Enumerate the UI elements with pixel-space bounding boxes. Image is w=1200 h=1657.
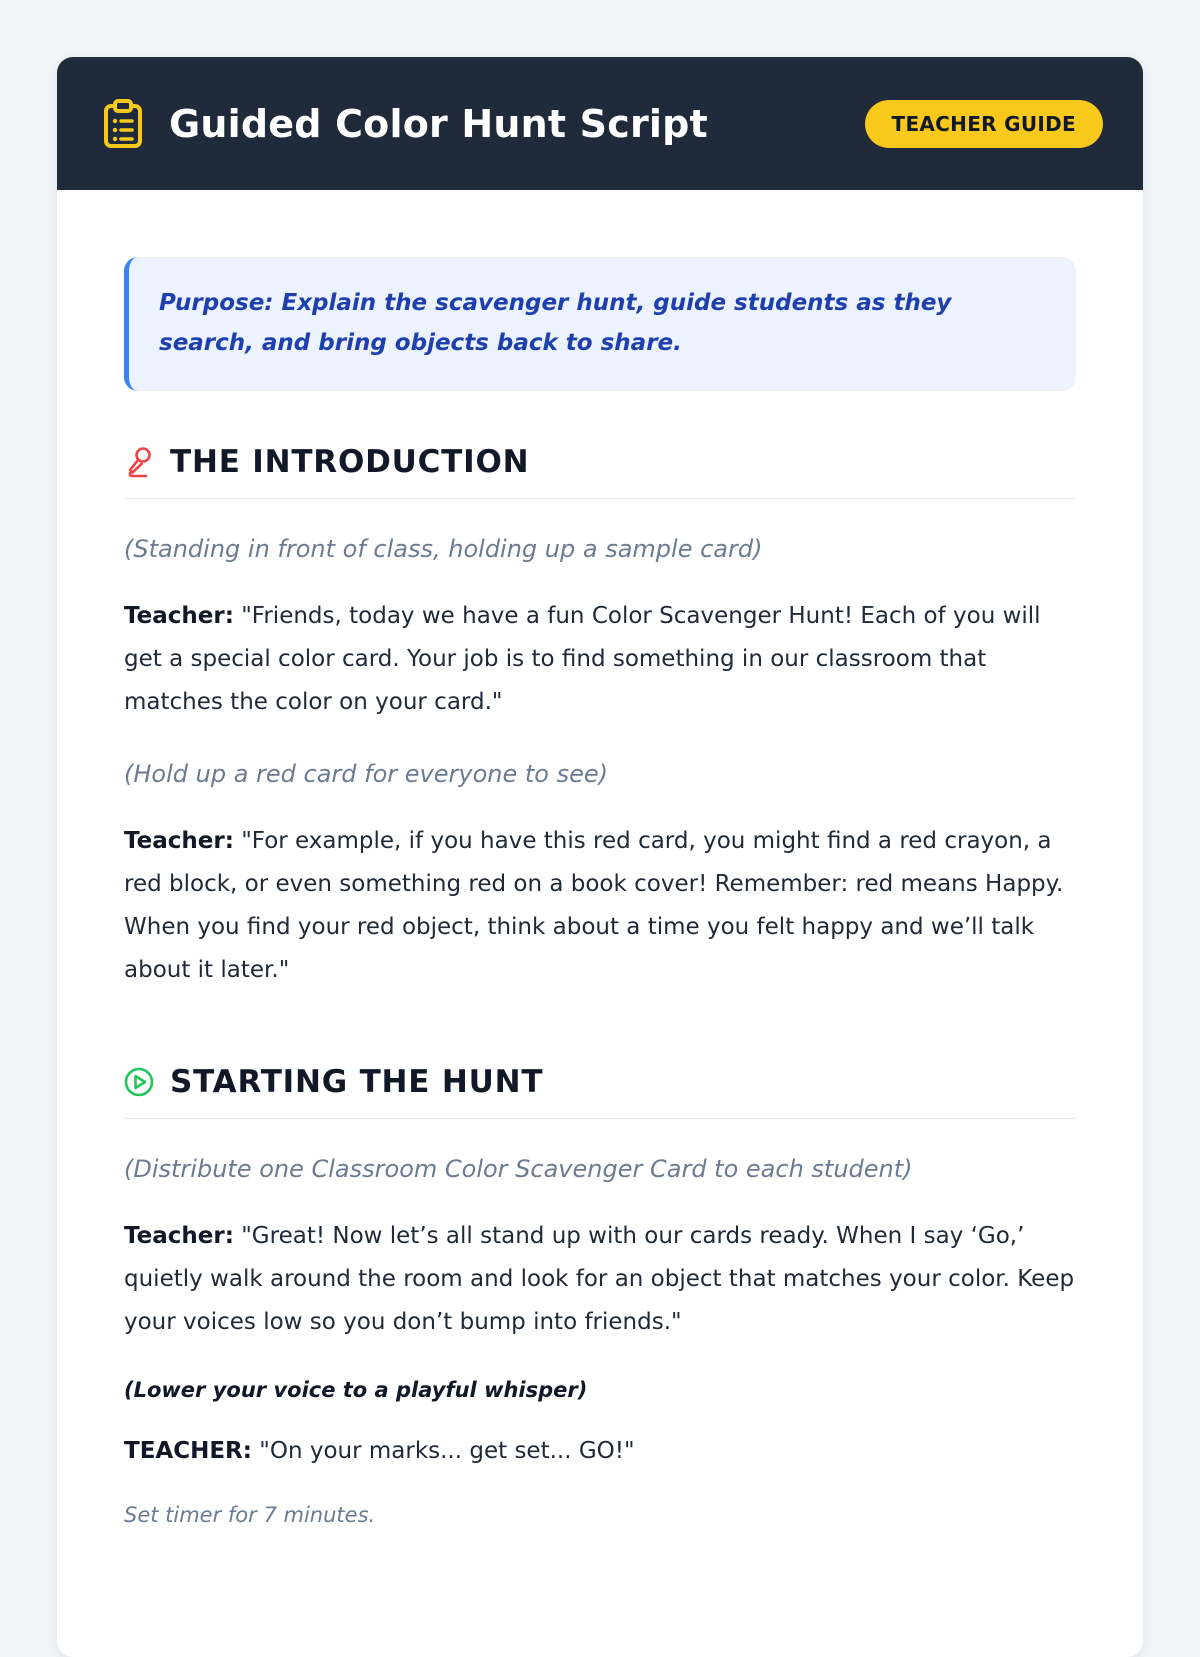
teacher-line [124, 820, 1076, 992]
teacher-line [124, 1430, 1076, 1473]
header-bar [57, 57, 1143, 190]
dialogue-text: "On your marks... get set... GO!" [259, 1438, 635, 1464]
clipboard-icon [103, 99, 143, 149]
dialogue-text: "Great! Now let’s all stand up with our cards ready. When I say ‘Go,’ quietly walk around the room and look for an object that matches your color. Keep your voices low so you don’t bump into friends." [124, 1223, 1075, 1335]
script-content [57, 190, 1143, 1527]
teacher-line [124, 1215, 1076, 1344]
teacher-line [124, 595, 1076, 724]
speaker-label: Teacher: [124, 1223, 234, 1249]
section-heading-starting-hunt [124, 1064, 1076, 1119]
microphone-icon [124, 445, 154, 479]
speaker-label: TEACHER: [124, 1438, 252, 1464]
stage-direction: (Standing in front of class, holding up a sample card) [124, 535, 763, 563]
dialogue-text: "For example, if you have this red card, you might find a red crayon, a red block, or even something red on a book cover! Remember: red means Happy. When you find your red object, think about a time you felt happy and we’ll talk about it later." [124, 828, 1064, 983]
teacher-guide-badge: TEACHER GUIDE [865, 100, 1104, 148]
speaker-label: Teacher: [124, 828, 234, 854]
stage-direction: (Hold up a red card for everyone to see) [124, 760, 609, 788]
stage-direction: (Distribute one Classroom Color Scavenger Card to each student) [124, 1155, 913, 1183]
section-title: STARTING THE HUNT [170, 1064, 544, 1100]
play-circle-icon [124, 1065, 154, 1099]
speaker-label: Teacher: [124, 603, 234, 629]
timer-note: Set timer for 7 minutes. [124, 1503, 376, 1527]
section-title: THE INTRODUCTION [170, 444, 530, 480]
section-heading-introduction [124, 444, 1076, 499]
page-title: Guided Color Hunt Script [169, 101, 708, 146]
purpose-callout: Purpose: Explain the scavenger hunt, guide students as they search, and bring objects back to share. [124, 257, 1076, 391]
whisper-direction: (Lower your voice to a playful whisper) [124, 1378, 588, 1402]
header-title-group [103, 99, 708, 149]
script-card [57, 57, 1143, 1657]
dialogue-text: "Friends, today we have a fun Color Scavenger Hunt! Each of you will get a special color card. Your job is to find something in our classroom that matches the color on your card." [124, 603, 1041, 715]
